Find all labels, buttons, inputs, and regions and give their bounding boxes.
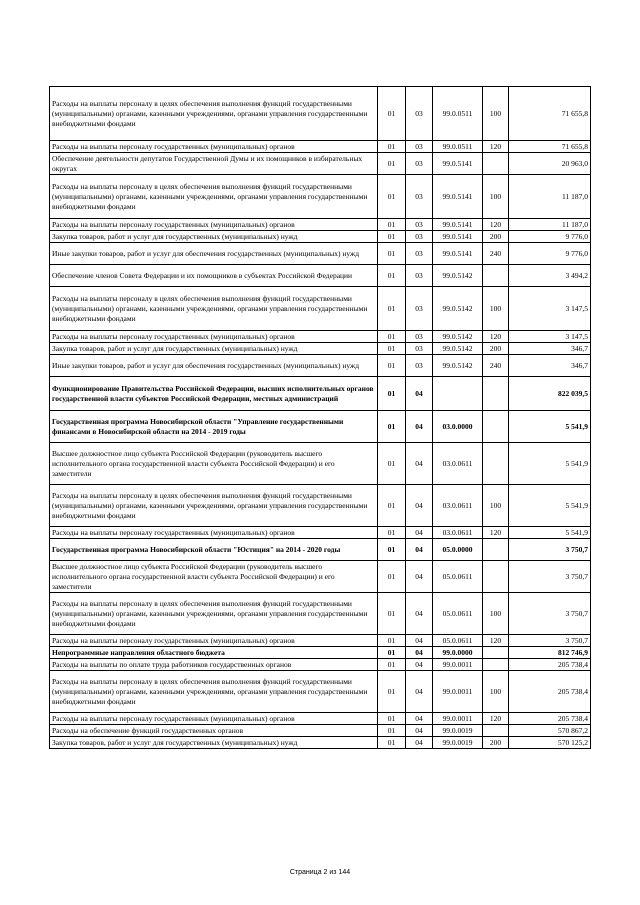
row-target-article: 99.0.5141 <box>433 231 483 243</box>
row-subsection: 04 <box>406 485 433 527</box>
row-target-article: 99.0.5142 <box>433 331 483 343</box>
row-expense-type <box>483 443 509 485</box>
row-section: 01 <box>378 539 406 561</box>
row-section: 01 <box>378 355 406 377</box>
row-expense-type <box>483 411 509 443</box>
table-row <box>50 265 591 287</box>
row-target-article: 99.0.5142 <box>433 265 483 287</box>
table-row <box>50 331 591 343</box>
row-expense-type: 240 <box>483 243 509 265</box>
row-name: Расходы на выплаты персоналу государственных (муниципальных) органов <box>50 219 378 231</box>
row-section: 01 <box>378 671 406 713</box>
row-section: 01 <box>378 153 406 175</box>
row-name: Высшее должностное лицо субъекта Российской Федерации (руководитель высшего исполнительного органа государственной власти субъекта Российской Федерации) и его заместители <box>50 443 378 485</box>
row-target-article: 99.0.0011 <box>433 671 483 713</box>
row-subsection: 04 <box>406 725 433 737</box>
row-subsection: 03 <box>406 231 433 243</box>
row-expense-type: 120 <box>483 527 509 539</box>
row-subsection: 04 <box>406 713 433 725</box>
row-target-article: 99.0.0511 <box>433 141 483 153</box>
row-expense-type <box>483 153 509 175</box>
row-subsection: 04 <box>406 539 433 561</box>
row-name: Закупка товаров, работ и услуг для государственных (муниципальных) нужд <box>50 737 378 749</box>
row-expense-type: 100 <box>483 593 509 635</box>
row-subsection: 04 <box>406 593 433 635</box>
row-subsection: 03 <box>406 287 433 331</box>
table-row <box>50 231 591 243</box>
row-name: Закупка товаров, работ и услуг для государственных (муниципальных) нужд <box>50 343 378 355</box>
row-expense-type: 200 <box>483 737 509 749</box>
row-target-article: 99.0.5142 <box>433 343 483 355</box>
row-name: Расходы на выплаты персоналу в целях обеспечения выполнения функций государственными (муниципальными) органами, казенными учреждениями, органами управления государственными внебюджетными фондами <box>50 175 378 219</box>
row-expense-type: 120 <box>483 219 509 231</box>
row-target-article: 99.0.5142 <box>433 355 483 377</box>
row-section: 01 <box>378 265 406 287</box>
row-expense-type: 120 <box>483 713 509 725</box>
row-subsection: 03 <box>406 331 433 343</box>
table-row <box>50 737 591 749</box>
row-amount: 205 738,4 <box>509 671 591 713</box>
row-name: Иные закупки товаров, работ и услуг для обеспечения государственных (муниципальных) нужд <box>50 355 378 377</box>
row-target-article: 99.0.5141 <box>433 243 483 265</box>
row-target-article: 05.0.0611 <box>433 593 483 635</box>
row-name: Функционирование Правительства Российской Федерации, высших исполнительных органов государственной власти субъектов Российской Федерации, местных администраций <box>50 377 378 411</box>
row-amount: 570 867,2 <box>509 725 591 737</box>
row-name: Расходы на выплаты персоналу в целях обеспечения выполнения функций государственными (муниципальными) органами, казенными учреждениями, органами управления государственными внебюджетными фондами <box>50 87 378 141</box>
row-name: Государственная программа Новосибирской области "Юстиция" на 2014 - 2020 годы <box>50 539 378 561</box>
row-section: 01 <box>378 377 406 411</box>
row-subsection: 03 <box>406 265 433 287</box>
row-target-article: 03.0.0000 <box>433 411 483 443</box>
row-subsection: 03 <box>406 355 433 377</box>
row-amount: 71 655,8 <box>509 141 591 153</box>
row-subsection: 04 <box>406 635 433 647</box>
row-name: Расходы на обеспечение функций государственных органов <box>50 725 378 737</box>
row-expense-type: 100 <box>483 175 509 219</box>
row-name: Расходы на выплаты персоналу в целях обеспечения выполнения функций государственными (муниципальными) органами, казенными учреждениями, органами управления государственными внебюджетными фондами <box>50 593 378 635</box>
row-section: 01 <box>378 331 406 343</box>
row-expense-type: 120 <box>483 141 509 153</box>
row-subsection: 04 <box>406 659 433 671</box>
row-expense-type: 120 <box>483 635 509 647</box>
row-amount: 3 147,5 <box>509 287 591 331</box>
table-row <box>50 443 591 485</box>
table-row <box>50 561 591 593</box>
table-row <box>50 343 591 355</box>
table-row <box>50 175 591 219</box>
row-expense-type <box>483 265 509 287</box>
row-amount: 812 746,9 <box>509 647 591 659</box>
row-expense-type <box>483 539 509 561</box>
row-expense-type: 240 <box>483 355 509 377</box>
row-name: Расходы на выплаты персоналу государственных (муниципальных) органов <box>50 713 378 725</box>
row-name: Закупка товаров, работ и услуг для государственных (муниципальных) нужд <box>50 231 378 243</box>
row-section: 01 <box>378 647 406 659</box>
row-name: Расходы на выплаты персоналу в целях обеспечения выполнения функций государственными (муниципальными) органами, казенными учреждениями, органами управления государственными внебюджетными фондами <box>50 287 378 331</box>
row-amount: 9 776,0 <box>509 243 591 265</box>
row-amount: 5 541,9 <box>509 527 591 539</box>
row-amount: 570 125,2 <box>509 737 591 749</box>
table-row <box>50 659 591 671</box>
row-expense-type <box>483 659 509 671</box>
row-section: 01 <box>378 175 406 219</box>
table-row <box>50 527 591 539</box>
row-amount: 205 738,4 <box>509 713 591 725</box>
row-section: 01 <box>378 219 406 231</box>
row-name: Расходы на выплаты персоналу государственных (муниципальных) органов <box>50 331 378 343</box>
row-target-article: 99.0.0011 <box>433 659 483 671</box>
row-expense-type: 100 <box>483 287 509 331</box>
row-amount: 3 494,2 <box>509 265 591 287</box>
row-section: 01 <box>378 287 406 331</box>
row-section: 01 <box>378 141 406 153</box>
budget-table <box>49 86 591 749</box>
row-subsection: 03 <box>406 243 433 265</box>
row-name: Непрограммные направления областного бюджета <box>50 647 378 659</box>
row-section: 01 <box>378 243 406 265</box>
row-subsection: 04 <box>406 671 433 713</box>
row-amount: 11 187,0 <box>509 175 591 219</box>
table-row <box>50 377 591 411</box>
row-target-article: 99.0.0000 <box>433 647 483 659</box>
row-section: 01 <box>378 87 406 141</box>
row-subsection: 04 <box>406 443 433 485</box>
row-amount: 9 776,0 <box>509 231 591 243</box>
row-subsection: 03 <box>406 153 433 175</box>
row-section: 01 <box>378 527 406 539</box>
row-target-article: 03.0.0611 <box>433 443 483 485</box>
row-target-article: 05.0.0000 <box>433 539 483 561</box>
table-row <box>50 635 591 647</box>
table-row <box>50 87 591 141</box>
row-target-article: 99.0.0011 <box>433 713 483 725</box>
table-row <box>50 411 591 443</box>
row-section: 01 <box>378 231 406 243</box>
row-expense-type: 120 <box>483 331 509 343</box>
row-section: 01 <box>378 725 406 737</box>
table-row <box>50 725 591 737</box>
row-name: Государственная программа Новосибирской области "Управление государственными финансами в Новосибирской области на 2014 - 2019 годы <box>50 411 378 443</box>
row-name: Обеспечение деятельности депутатов Государственной Думы и их помощников в избирательных округах <box>50 153 378 175</box>
row-expense-type <box>483 647 509 659</box>
row-section: 01 <box>378 343 406 355</box>
row-amount: 346,7 <box>509 343 591 355</box>
row-subsection: 04 <box>406 737 433 749</box>
row-amount: 205 738,4 <box>509 659 591 671</box>
table-row <box>50 153 591 175</box>
row-subsection: 03 <box>406 141 433 153</box>
row-expense-type <box>483 725 509 737</box>
row-subsection: 04 <box>406 377 433 411</box>
row-section: 01 <box>378 713 406 725</box>
row-target-article: 05.0.0611 <box>433 635 483 647</box>
table-row <box>50 355 591 377</box>
row-amount: 11 187,0 <box>509 219 591 231</box>
row-target-article: 99.0.0511 <box>433 87 483 141</box>
table-row <box>50 593 591 635</box>
row-target-article <box>433 377 483 411</box>
row-expense-type <box>483 377 509 411</box>
row-expense-type: 100 <box>483 485 509 527</box>
row-section: 01 <box>378 561 406 593</box>
row-subsection: 04 <box>406 561 433 593</box>
row-amount: 3 750,7 <box>509 593 591 635</box>
row-name: Расходы на выплаты персоналу государственных (муниципальных) органов <box>50 141 378 153</box>
row-amount: 20 963,0 <box>509 153 591 175</box>
row-expense-type: 200 <box>483 231 509 243</box>
row-target-article: 99.0.0019 <box>433 737 483 749</box>
row-target-article: 99.0.5141 <box>433 153 483 175</box>
row-target-article: 03.0.0611 <box>433 485 483 527</box>
row-expense-type: 100 <box>483 671 509 713</box>
row-amount: 3 750,7 <box>509 539 591 561</box>
row-amount: 3 147,5 <box>509 331 591 343</box>
row-name: Иные закупки товаров, работ и услуг для обеспечения государственных (муниципальных) нужд <box>50 243 378 265</box>
table-row <box>50 713 591 725</box>
table-row <box>50 485 591 527</box>
row-expense-type <box>483 561 509 593</box>
row-subsection: 03 <box>406 87 433 141</box>
row-amount: 5 541,9 <box>509 411 591 443</box>
row-target-article: 99.0.5142 <box>433 287 483 331</box>
row-section: 01 <box>378 635 406 647</box>
row-section: 01 <box>378 593 406 635</box>
row-target-article: 05.0.0611 <box>433 561 483 593</box>
row-subsection: 03 <box>406 343 433 355</box>
row-name: Расходы на выплаты персоналу государственных (муниципальных) органов <box>50 527 378 539</box>
row-section: 01 <box>378 737 406 749</box>
row-name: Расходы на выплаты персоналу в целях обеспечения выполнения функций государственными (муниципальными) органами, казенными учреждениями, органами управления государственными внебюджетными фондами <box>50 671 378 713</box>
row-amount: 346,7 <box>509 355 591 377</box>
row-name: Высшее должностное лицо субъекта Российской Федерации (руководитель высшего исполнительного органа государственной власти субъекта Российской Федерации) и его заместители <box>50 561 378 593</box>
row-target-article: 99.0.5141 <box>433 219 483 231</box>
row-name: Расходы на выплаты персоналу в целях обеспечения выполнения функций государственными (муниципальными) органами, казенными учреждениями, органами управления государственными внебюджетными фондами <box>50 485 378 527</box>
row-target-article: 99.0.5141 <box>433 175 483 219</box>
row-expense-type: 100 <box>483 87 509 141</box>
table-row <box>50 287 591 331</box>
row-amount: 71 655,8 <box>509 87 591 141</box>
row-subsection: 04 <box>406 647 433 659</box>
row-amount: 5 541,9 <box>509 485 591 527</box>
table-row <box>50 671 591 713</box>
table-row <box>50 219 591 231</box>
row-section: 01 <box>378 659 406 671</box>
row-amount: 5 541,9 <box>509 443 591 485</box>
row-amount: 822 039,5 <box>509 377 591 411</box>
table-row <box>50 647 591 659</box>
row-target-article: 99.0.0019 <box>433 725 483 737</box>
row-subsection: 04 <box>406 411 433 443</box>
row-section: 01 <box>378 443 406 485</box>
page-footer: Страница 2 из 144 <box>289 869 351 876</box>
row-name: Расходы на выплаты персоналу государственных (муниципальных) органов <box>50 635 378 647</box>
table-body <box>50 87 591 749</box>
table-row <box>50 141 591 153</box>
table-row <box>50 539 591 561</box>
row-section: 01 <box>378 485 406 527</box>
row-target-article: 03.0.0611 <box>433 527 483 539</box>
row-subsection: 03 <box>406 219 433 231</box>
row-name: Расходы на выплаты по оплате труда работников государственных органов <box>50 659 378 671</box>
row-subsection: 04 <box>406 527 433 539</box>
row-expense-type: 200 <box>483 343 509 355</box>
row-name: Обеспечение членов Совета Федерации и их помощников в субъектах Российской Федерации <box>50 265 378 287</box>
row-amount: 3 750,7 <box>509 561 591 593</box>
table-row <box>50 243 591 265</box>
row-subsection: 03 <box>406 175 433 219</box>
row-amount: 3 750,7 <box>509 635 591 647</box>
row-section: 01 <box>378 411 406 443</box>
